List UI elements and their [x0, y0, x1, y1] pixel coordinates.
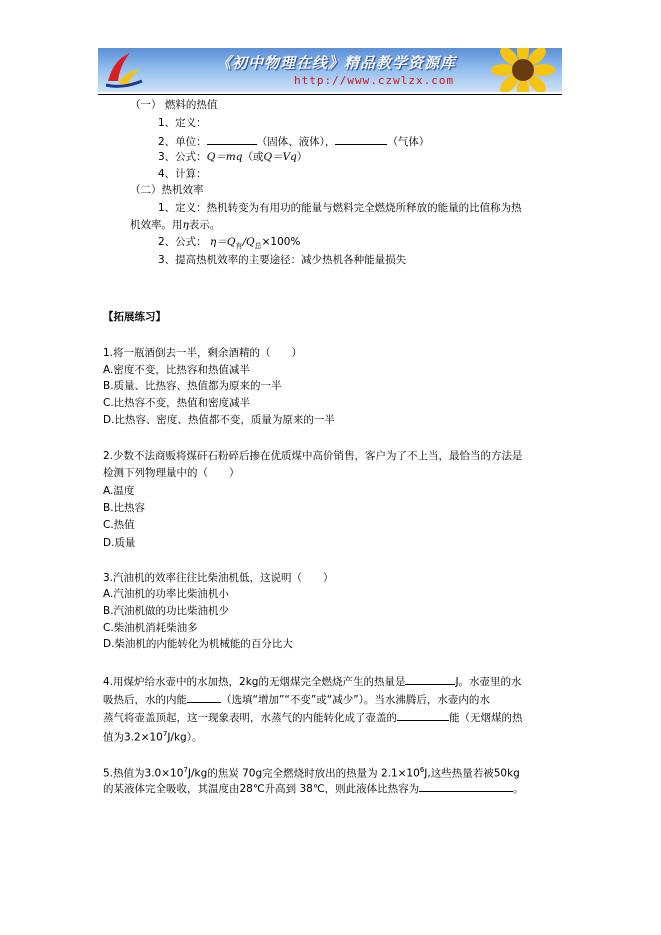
q1-option-c: C.比热容不变，热值和密度减半 [103, 397, 251, 409]
q5-text2b: 。 [513, 783, 524, 795]
formula2-sub-useful: 有 [235, 242, 243, 251]
q5-exponent1: 7 [183, 766, 188, 774]
q5-exponent2: 6 [419, 766, 425, 774]
q3-option-a: A.汽油机的功率比柴油机小 [103, 588, 229, 600]
formula2-q: ＝Q [216, 236, 236, 248]
q4-text2: 吸热后，水的内能 [103, 694, 187, 706]
q4-text4: 值为3.2×10 [103, 731, 163, 744]
header-banner [98, 48, 562, 92]
section1-line2 [158, 134, 429, 149]
q4-text2b: （选填“增加”“不变”或“减少”）。当水沸腾后，水壶内的水 [221, 694, 490, 706]
q1-option-d: D.比热容、密度、热值都不变，质量为原来的一半 [103, 414, 335, 426]
formula2-div: /Q [242, 236, 255, 248]
section2-line2 [158, 236, 300, 253]
section2-heading: （二）热机效率 [130, 184, 204, 196]
q4-line1 [103, 674, 522, 689]
q4-blank-kinetic [397, 710, 449, 721]
q4-text3b: 能（无烟煤的热 [449, 712, 523, 724]
unit-gas-text: （气体） [387, 136, 430, 148]
section1-line3 [158, 151, 307, 164]
q5-text1b: J/kg的焦炭 70g完全燃烧时放出的热量为 2.1×10 [187, 767, 420, 780]
section1-line4: 4、计算： [158, 168, 207, 180]
banner-title: 《初中物理在线》精品教学资源库 [216, 54, 457, 72]
formula2-percent: ×100% [261, 236, 301, 248]
q2-option-a: A.温度 [103, 485, 135, 497]
q4-blank-energy [187, 692, 221, 703]
formula2-eta: η [210, 236, 217, 248]
section2-line1b [130, 219, 220, 232]
q5-line2 [103, 781, 524, 796]
efficiency-text: 机效率。用 [130, 219, 183, 231]
q2-stem-line1: 2.少数不法商贩将煤矸石粉碎后掺在优质煤中高价销售，客户为了不上当，最恰当的方法是 [103, 450, 523, 462]
section2-line3: 3、提高热机效率的主要途径：减少热机各种能量损失 [158, 254, 407, 266]
q1-stem: 1.将一瓶酒倒去一半，剩余酒精的（ ） [103, 347, 303, 359]
q2-option-c: C.热值 [103, 519, 135, 531]
q3-stem: 3.汽油机的效率往往比柴油机低，这说明（ ） [103, 572, 334, 584]
unit-blank-gas [335, 134, 387, 145]
efficiency-text-end: 表示。 [188, 219, 221, 231]
q5-blank-specific-heat [419, 781, 513, 792]
q4-exponent: 7 [162, 730, 168, 738]
practice-title: 【拓展练习】 [103, 311, 166, 323]
q2-stem-line2: 检测下列物理量中的（ ） [103, 467, 240, 479]
logo-icon [104, 51, 144, 89]
q3-option-c: C.柴油机消耗柴油多 [103, 622, 198, 634]
formula-solid: Q＝mq [206, 151, 243, 163]
formula-label: 3、公式： [158, 151, 207, 163]
q2-option-d: D.质量 [103, 537, 136, 549]
q5-text1c: J,这些热量若被50kg [424, 767, 520, 780]
q4-blank-heat [405, 674, 455, 685]
unit-blank-solid [207, 134, 257, 145]
q3-option-b: B.汽油机做的功比柴油机少 [103, 605, 230, 617]
q4-text4b: J/kg）。 [167, 731, 203, 744]
unit-solid-text: （固体、液体）， [256, 136, 336, 148]
q4-line3 [103, 710, 523, 725]
unit-label: 2、单位： [158, 136, 207, 148]
banner-url: http://www.czwlzx.com [294, 74, 455, 87]
formula2-label: 2、公式： [158, 236, 207, 248]
q5-text2: 的某液体完全吸收，其温度由28℃升高到 38℃，则此液体比热容为 [103, 783, 420, 795]
eta-symbol: η [182, 219, 189, 231]
q1-option-b: B.质量、比热容、热值都为原来的一半 [103, 380, 282, 392]
q3-option-d: D.柴油机的内能转化为机械能的百分比大 [103, 638, 293, 650]
section1-heading: （一） 燃料的热值 [130, 99, 218, 111]
sunflower-icon [483, 48, 562, 92]
section2-line1a: 1、定义：热机转变为有用功的能量与燃料完全燃烧所释放的能量的比值称为热 [158, 202, 522, 214]
section1-line1: 1、定义： [158, 117, 207, 129]
q2-option-b: B.比热容 [103, 502, 146, 514]
formula2-sub-total: 总 [254, 242, 262, 251]
q5-line1 [103, 764, 520, 781]
header-rule [98, 94, 562, 95]
q4-line2 [103, 692, 490, 707]
q1-option-a: A.密度不变，比热容和热值减半 [103, 364, 250, 376]
q4-line4 [103, 728, 202, 745]
q4-text1: 4.用煤炉给水壶中的水加热，2kg的无烟煤完全燃烧产生的热量是 [103, 676, 406, 688]
formula-or: （或 [242, 151, 264, 163]
q4-text3: 蒸气将壶盖顶起，这一现象表明，水蒸气的内能转化成了壶盖的 [103, 712, 397, 724]
q5-text1: 5.热值为3.0×10 [103, 767, 184, 780]
q4-text1b: J。水壶里的水 [455, 676, 522, 688]
formula-close: ） [296, 151, 308, 163]
formula-gas: Q＝Vq [263, 151, 297, 163]
